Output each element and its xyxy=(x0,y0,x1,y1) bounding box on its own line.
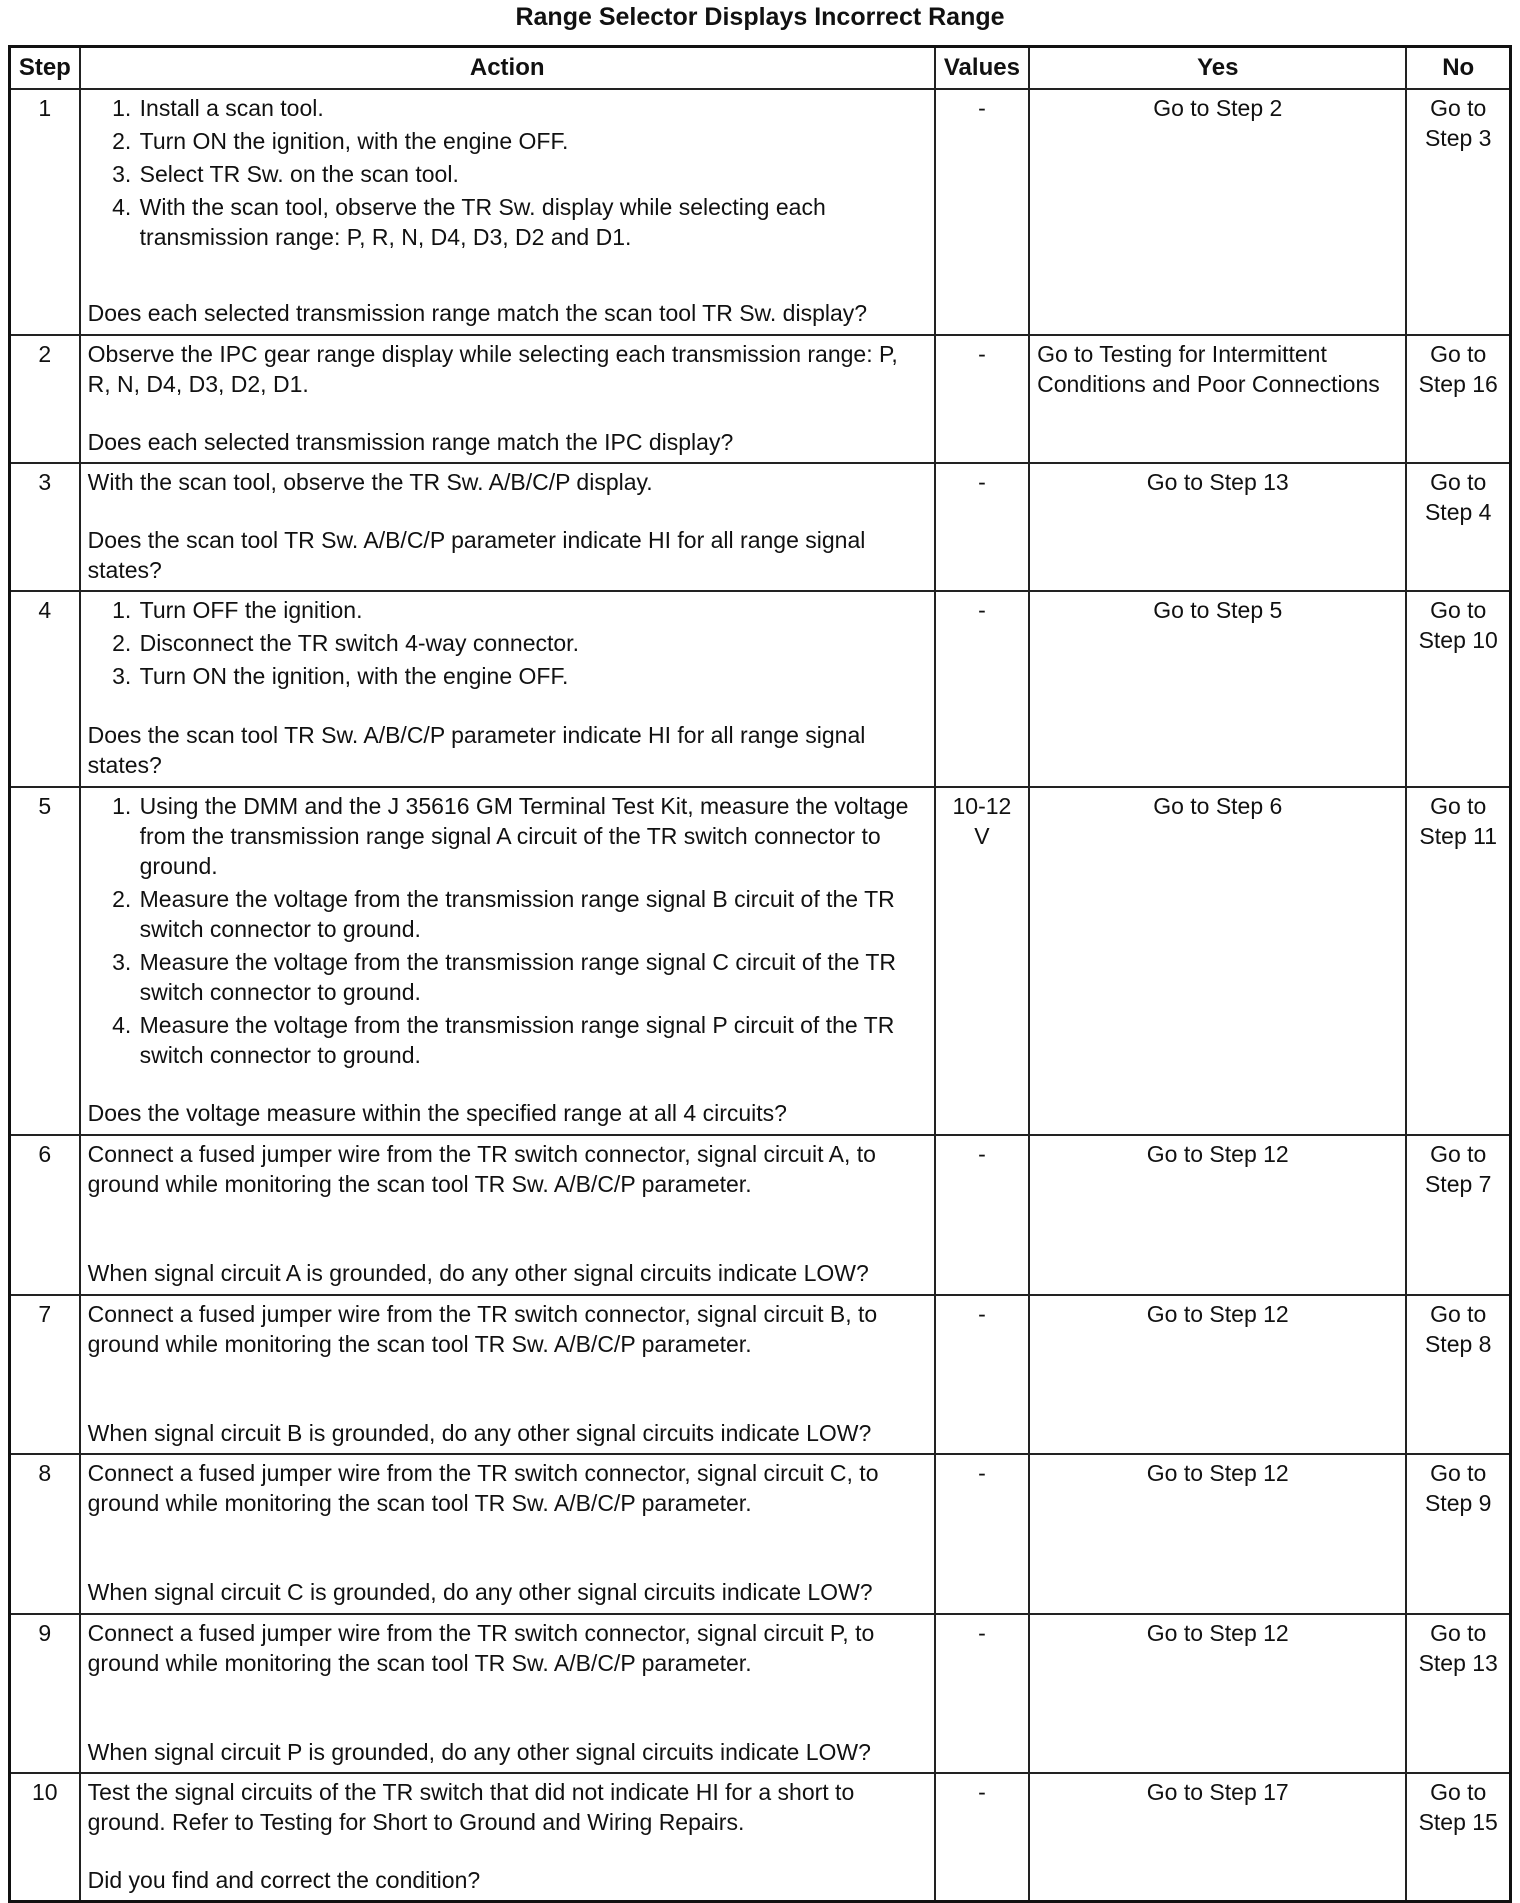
action-cell xyxy=(80,1454,935,1613)
action-question: Does the voltage measure within the specified range at all 4 circuits? xyxy=(87,1100,787,1127)
action-steps xyxy=(88,791,927,1073)
action-question: Did you find and correct the condition? xyxy=(87,1866,481,1893)
action-item: 1. Using the DMM and the J 35616 GM Terminal Test Kit, measure the voltage from the transmission range signal A circuit of the TR switch connector to ground. xyxy=(138,791,927,881)
action-cell xyxy=(80,1773,935,1902)
step-number: 1 xyxy=(10,89,80,335)
values-cell: - xyxy=(935,1614,1029,1773)
action-item: 2. Turn ON the ignition, with the engine OFF. xyxy=(138,126,927,156)
header-yes: Yes xyxy=(1029,47,1406,90)
no-cell: Go to Step 4 xyxy=(1406,463,1510,591)
action-cell xyxy=(80,787,935,1135)
table-row xyxy=(10,591,1511,787)
values-cell: - xyxy=(935,1454,1029,1613)
values-cell: - xyxy=(935,1773,1029,1902)
action-instruction: With the scan tool, observe the TR Sw. A/B/C/P display. xyxy=(87,469,653,496)
table-row xyxy=(10,1135,1511,1294)
action-steps xyxy=(88,93,927,255)
action-instruction: Connect a fused jumper wire from the TR switch connector, signal circuit B, to ground while monitoring the scan tool TR Sw. A/B/C/P parameter. xyxy=(87,1300,878,1357)
step-number: 4 xyxy=(10,591,80,787)
action-cell xyxy=(80,1295,935,1454)
action-item: 3. Measure the voltage from the transmission range signal C circuit of the TR switch connector to ground. xyxy=(138,947,927,1007)
yes-cell: Go to Step 2 xyxy=(1029,89,1406,335)
action-instruction: Connect a fused jumper wire from the TR switch connector, signal circuit P, to ground while monitoring the scan tool TR Sw. A/B/C/P parameter. xyxy=(87,1619,875,1676)
step-number: 6 xyxy=(10,1135,80,1294)
values-cell: - xyxy=(935,1295,1029,1454)
table-row xyxy=(10,1454,1511,1613)
no-cell: Go to Step 15 xyxy=(1406,1773,1510,1902)
action-question: When signal circuit A is grounded, do any other signal circuits indicate LOW? xyxy=(87,1260,869,1287)
yes-cell: Go to Step 12 xyxy=(1029,1454,1406,1613)
action-question: When signal circuit C is grounded, do any other signal circuits indicate LOW? xyxy=(87,1579,873,1606)
table-row xyxy=(10,787,1511,1135)
action-instruction: Connect a fused jumper wire from the TR switch connector, signal circuit C, to ground while monitoring the scan tool TR Sw. A/B/C/P parameter. xyxy=(87,1460,879,1517)
action-question: Does the scan tool TR Sw. A/B/C/P parameter indicate HI for all range signal states? xyxy=(87,722,866,779)
values-cell: - xyxy=(935,89,1029,335)
no-cell: Go to Step 9 xyxy=(1406,1454,1510,1613)
action-instruction: Test the signal circuits of the TR switch that did not indicate HI for a short to ground. Refer to Testing for Short to Ground and Wiring Repairs. xyxy=(87,1778,855,1835)
header-values: Values xyxy=(935,47,1029,90)
action-cell xyxy=(80,1614,935,1773)
table-row xyxy=(10,463,1511,591)
yes-cell: Go to Step 12 xyxy=(1029,1135,1406,1294)
no-cell: Go to Step 13 xyxy=(1406,1614,1510,1773)
action-steps xyxy=(88,595,927,694)
no-cell: Go to Step 10 xyxy=(1406,591,1510,787)
action-cell xyxy=(80,335,935,463)
action-instruction: Connect a fused jumper wire from the TR switch connector, signal circuit A, to ground while monitoring the scan tool TR Sw. A/B/C/P parameter. xyxy=(87,1141,876,1198)
step-number: 7 xyxy=(10,1295,80,1454)
values-cell: - xyxy=(935,335,1029,463)
header-action: Action xyxy=(80,47,935,90)
yes-cell: Go to Step 12 xyxy=(1029,1295,1406,1454)
header-row xyxy=(10,47,1511,90)
action-question: Does the scan tool TR Sw. A/B/C/P parameter indicate HI for all range signal states? xyxy=(87,527,866,584)
values-cell: 10-12 V xyxy=(935,787,1029,1135)
values-cell: - xyxy=(935,591,1029,787)
header-no: No xyxy=(1406,47,1510,90)
step-number: 5 xyxy=(10,787,80,1135)
document-title: Range Selector Displays Incorrect Range xyxy=(515,3,1005,31)
action-item: 2. Measure the voltage from the transmission range signal B circuit of the TR switch connector to ground. xyxy=(138,884,927,944)
action-item: 3. Turn ON the ignition, with the engine OFF. xyxy=(138,661,927,691)
action-item: 4. With the scan tool, observe the TR Sw. display while selecting each transmission range: P, R, N, D4, D3, D2 and D1. xyxy=(138,192,927,252)
values-cell: - xyxy=(935,1135,1029,1294)
action-cell xyxy=(80,463,935,591)
step-number: 3 xyxy=(10,463,80,591)
action-cell xyxy=(80,591,935,787)
values-cell: - xyxy=(935,463,1029,591)
table-row xyxy=(10,1295,1511,1454)
yes-cell: Go to Step 17 xyxy=(1029,1773,1406,1902)
no-cell: Go to Step 3 xyxy=(1406,89,1510,335)
table-row xyxy=(10,335,1511,463)
action-item: 4. Measure the voltage from the transmission range signal P circuit of the TR switch connector to ground. xyxy=(138,1010,927,1070)
action-item: 3. Select TR Sw. on the scan tool. xyxy=(138,159,927,189)
yes-cell: Go to Testing for Intermittent Conditions and Poor Connections xyxy=(1029,335,1406,463)
yes-cell: Go to Step 12 xyxy=(1029,1614,1406,1773)
yes-cell: Go to Step 5 xyxy=(1029,591,1406,787)
step-number: 10 xyxy=(10,1773,80,1902)
action-question: When signal circuit B is grounded, do any other signal circuits indicate LOW? xyxy=(87,1419,872,1446)
no-cell: Go to Step 16 xyxy=(1406,335,1510,463)
step-number: 9 xyxy=(10,1614,80,1773)
yes-cell: Go to Step 13 xyxy=(1029,463,1406,591)
action-cell xyxy=(80,89,935,335)
header-step: Step xyxy=(10,47,80,90)
action-item: 1. Turn OFF the ignition. xyxy=(138,595,927,625)
no-cell: Go to Step 7 xyxy=(1406,1135,1510,1294)
action-item: 1. Install a scan tool. xyxy=(138,93,927,123)
no-cell: Go to Step 8 xyxy=(1406,1295,1510,1454)
action-item: 2. Disconnect the TR switch 4-way connector. xyxy=(138,628,927,658)
table-row xyxy=(10,89,1511,335)
step-number: 2 xyxy=(10,335,80,463)
action-instruction: Observe the IPC gear range display while selecting each transmission range: P, R, N, D4, D3, D2, D1. xyxy=(87,340,898,397)
table-row xyxy=(10,1773,1511,1902)
no-cell: Go to Step 11 xyxy=(1406,787,1510,1135)
action-cell xyxy=(80,1135,935,1294)
step-number: 8 xyxy=(10,1454,80,1613)
diagnostic-table xyxy=(8,45,1512,1903)
action-question: When signal circuit P is grounded, do any other signal circuits indicate LOW? xyxy=(87,1738,871,1765)
yes-cell: Go to Step 6 xyxy=(1029,787,1406,1135)
table-row xyxy=(10,1614,1511,1773)
action-question: Does each selected transmission range match the scan tool TR Sw. display? xyxy=(87,300,868,326)
action-question: Does each selected transmission range match the IPC display? xyxy=(87,428,734,455)
